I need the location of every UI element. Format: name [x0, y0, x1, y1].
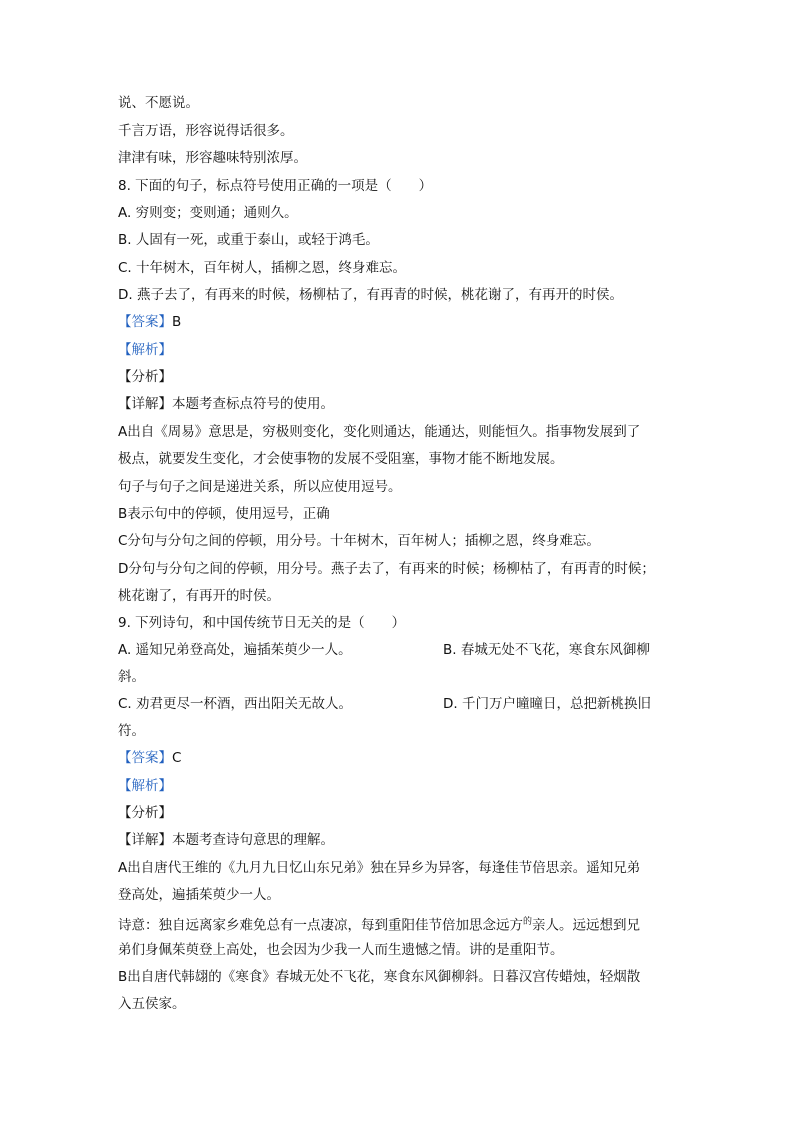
text-line: 千言万语，形容说得话很多。 — [118, 123, 294, 139]
detail-text: 本题考查诗句意思的理解。 — [172, 832, 334, 848]
poem-meaning-text: 亲人。远远想到兄 — [532, 917, 641, 934]
q8-jiexi-tag: 【解析】 — [118, 342, 172, 358]
detail-text: 本题考查标点符号的使用。 — [172, 396, 334, 412]
detail-tag: 【详解】 — [118, 396, 172, 412]
question-8-stem: 8. 下面的句子，标点符号使用正确的一项是（ ） — [118, 178, 433, 194]
q9-option-d-cont: 符。 — [118, 723, 145, 739]
q8-fenxi-tag: 【分析】 — [118, 369, 172, 385]
q8-explanation-line: A出自《周易》意思是，穷极则变化，变化则通达，能通达，则能恒久。指事物发展到了 — [118, 424, 641, 440]
question-9-stem: 9. 下列诗句，和中国传统节日无关的是（ ） — [118, 615, 406, 631]
q9-fenxi-tag: 【分析】 — [118, 805, 172, 821]
answer-tag: 【答案】 — [118, 750, 172, 766]
detail-tag: 【详解】 — [118, 832, 172, 848]
q9-explanation-line: 弟们身佩茱萸登上高处，也会因为少我一人而生遗憾之情。讲的是重阳节。 — [118, 942, 564, 958]
q8-explanation-line: C分句与分句之间的停顿，用分号。十年树木，百年树人；插柳之恩，终身难忘。 — [118, 533, 600, 549]
q8-answer — [118, 313, 181, 331]
text-line: 说、不愿说。 — [118, 95, 199, 111]
q9-explanation-line: 入五侯家。 — [118, 996, 186, 1012]
q8-option-d: D. 燕子去了，有再来的时候，杨柳枯了，有再青的时候，桃花谢了，有再开的时侯。 — [118, 287, 623, 303]
poem-meaning-text: 诗意：独自远离家乡难免总有一点凄凉，每到重阳佳节倍加思念远方 — [118, 917, 523, 934]
q8-detail — [118, 395, 334, 413]
q8-explanation-line: B表示句中的停顿，使用逗号，正确 — [118, 506, 330, 522]
q8-explanation-line: 极点，就要发生变化，才会使事物的发展不受阻塞，事物才能不断地发展。 — [118, 451, 564, 467]
q8-option-a: A. 穷则变；变则通；通则久。 — [118, 205, 298, 221]
q8-explanation-line: D分句与分句之间的停顿，用分号。燕子去了，有再来的时候；杨柳枯了，有再青的时候； — [118, 561, 655, 577]
q9-option-a: A. 遥知兄弟登高处，遍插茱萸少一人。 — [118, 642, 352, 658]
q8-explanation-line: 桃花谢了，有再开的时侯。 — [118, 588, 280, 604]
q9-explanation-line — [118, 913, 640, 935]
q9-explanation-line: 登高处，遍插茱萸少一人。 — [118, 887, 280, 903]
q9-explanation-line: B出自唐代韩翃的《寒食》春城无处不飞花，寒食东风御柳斜。日暮汉宫传蜡烛，轻烟散 — [118, 969, 641, 985]
text-line: 津津有味，形容趣味特别浓厚。 — [118, 150, 307, 166]
q9-option-c: C. 劝君更尽一杯酒，西出阳关无故人。 — [118, 696, 353, 712]
answer-value: C — [172, 750, 182, 766]
q9-option-d: D. 千门万户曈曈日，总把新桃换旧 — [443, 696, 651, 712]
q8-explanation-line: 句子与句子之间是递进关系，所以应使用逗号。 — [118, 479, 402, 495]
q9-explanation-line: A出自唐代王维的《九月九日忆山东兄弟》独在异乡为异客，每逢佳节倍思亲。遥知兄弟 — [118, 860, 641, 876]
q8-option-c: C. 十年树木，百年树人，插柳之恩，终身难忘。 — [118, 260, 407, 276]
answer-tag: 【答案】 — [118, 314, 172, 330]
inserted-character: 的 — [523, 917, 533, 927]
q9-jiexi-tag: 【解析】 — [118, 778, 172, 794]
q9-option-b: B. 春城无处不飞花，寒食东风御柳 — [443, 642, 650, 658]
q9-detail — [118, 831, 334, 849]
q9-option-b-cont: 斜。 — [118, 669, 145, 685]
q8-option-b: B. 人固有一死，或重于泰山，或轻于鸿毛。 — [118, 232, 379, 248]
answer-value: B — [172, 314, 182, 330]
q9-answer — [118, 749, 181, 767]
